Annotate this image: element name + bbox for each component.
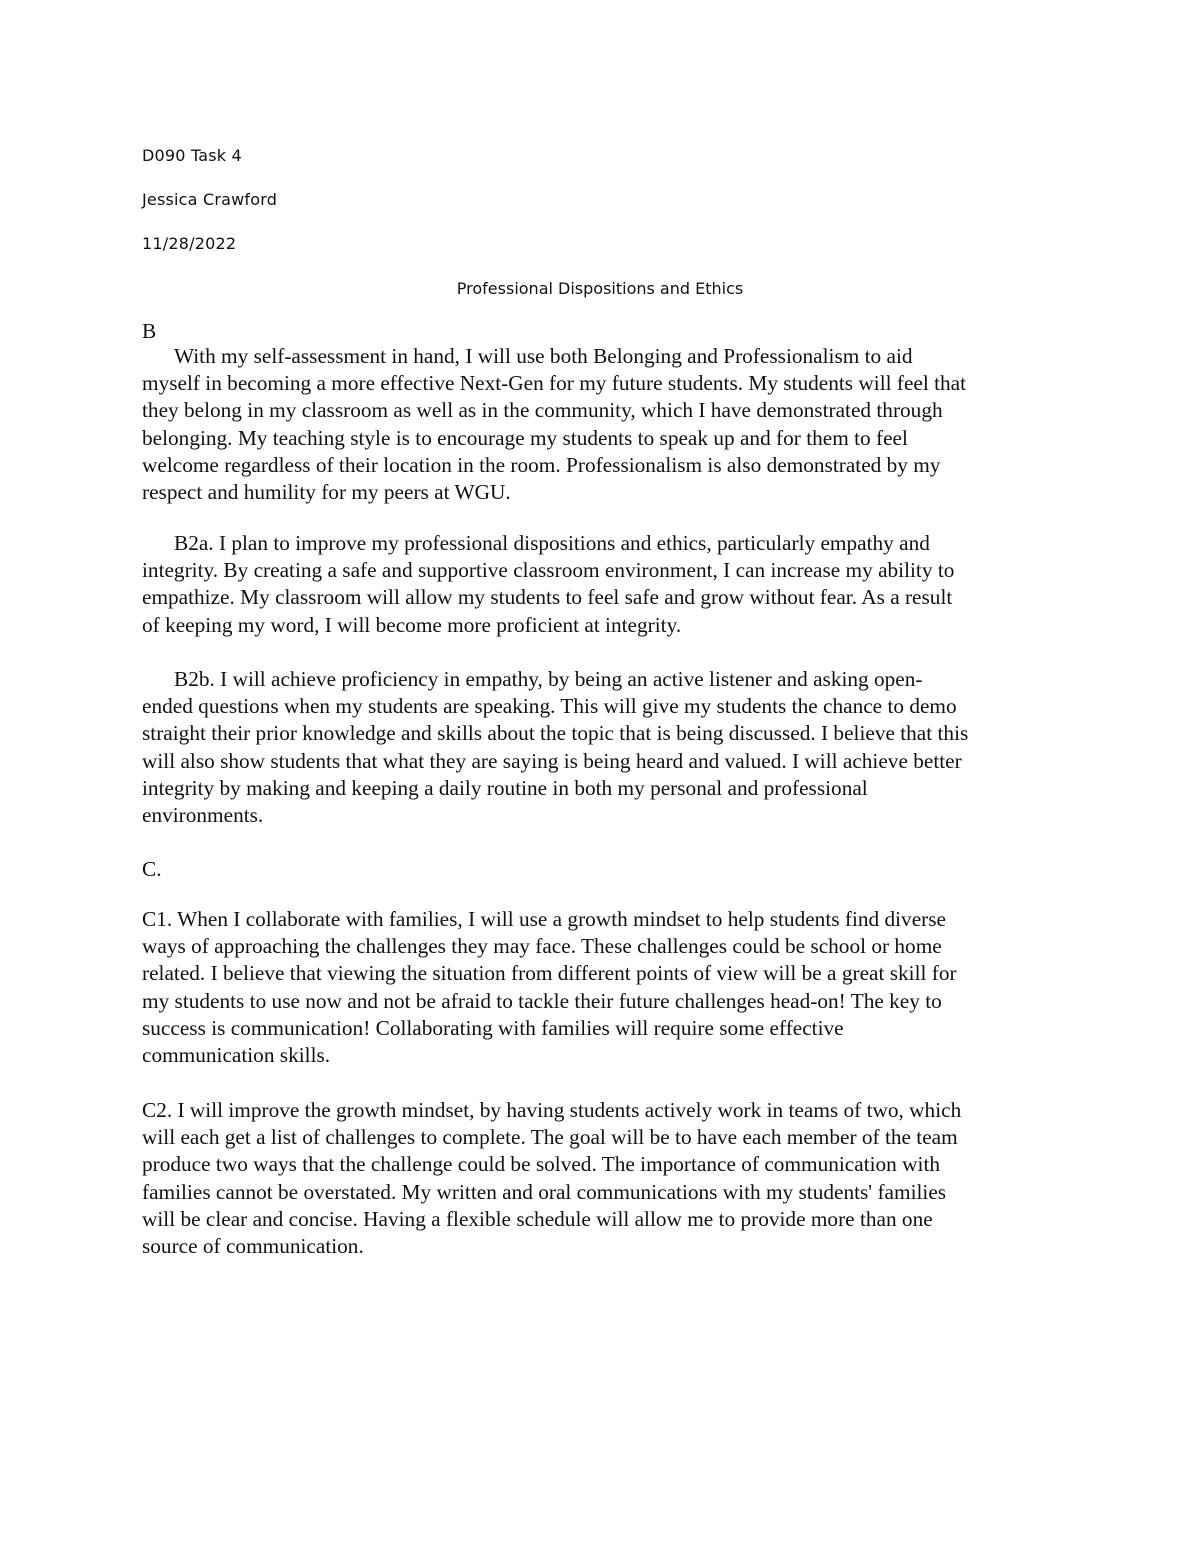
paragraph-line: ways of approaching the challenges they may face. These challenges could be school or home xyxy=(142,934,942,959)
paragraph-line: families cannot be overstated. My written and oral communications with my students' families xyxy=(142,1179,947,1204)
section-c-heading: C. xyxy=(142,857,162,881)
paragraph-line: myself in becoming a more effective Next-Gen for my future students. My students will feel that xyxy=(142,371,967,396)
paragraph-line: will be clear and concise. Having a flexible schedule will allow me to provide more than one xyxy=(142,1206,933,1231)
paragraph-line: will also show students that what they are saying is being heard and valued. I will achieve better xyxy=(142,748,962,773)
paragraph-line: of keeping my word, I will become more proficient at integrity. xyxy=(142,612,682,637)
document-date: 11/28/2022 xyxy=(142,234,237,253)
paragraph-line: respect and humility for my peers at WGU. xyxy=(142,480,511,505)
paragraph-line: With my self-assessment in hand, I will use both Belonging and Professionalism to aid xyxy=(174,344,913,368)
paragraph-line: C2. I will improve the growth mindset, by having students actively work in teams of two, which xyxy=(142,1098,962,1122)
paragraph-line: B2b. I will achieve proficiency in empathy, by being an active listener and asking open- xyxy=(174,667,923,691)
paragraph-line: source of communication. xyxy=(142,1234,364,1259)
paragraph-b2a xyxy=(142,530,1060,639)
paragraph-b xyxy=(142,343,1060,506)
document-title: Professional Dispositions and Ethics xyxy=(456,279,744,298)
paragraph-line: integrity. By creating a safe and supportive classroom environment, I can increase my ability to xyxy=(142,558,955,583)
paragraph-line: C1. When I collaborate with families, I will use a growth mindset to help students find diverse xyxy=(142,907,946,931)
paragraph-line: will each get a list of challenges to complete. The goal will be to have each member of the team xyxy=(142,1125,958,1150)
paragraph-line: produce two ways that the challenge could be solved. The importance of communication with xyxy=(142,1152,941,1177)
paragraph-line: empathize. My classroom will allow my students to feel safe and grow without fear. As a result xyxy=(142,585,953,610)
paragraph-line: they belong in my classroom as well as in the community, which I have demonstrated through xyxy=(142,398,943,423)
paragraph-line: straight their prior knowledge and skills about the topic that is being discussed. I believe that this xyxy=(142,721,969,746)
paragraph-line: related. I believe that viewing the situation from different points of view will be a great skill for xyxy=(142,961,957,986)
paragraph-line: my students to use now and not be afraid to tackle their future challenges head-on! The key to xyxy=(142,988,942,1013)
paragraph-line: welcome regardless of their location in the room. Professionalism is also demonstrated by my xyxy=(142,452,941,477)
paragraph-line: environments. xyxy=(142,803,264,828)
section-b-heading: B xyxy=(142,319,157,343)
paragraph-b2b xyxy=(142,666,1060,829)
paragraph-line: communication skills. xyxy=(142,1043,331,1068)
paragraph-line: ended questions when my students are speaking. This will give my students the chance to demo xyxy=(142,694,957,719)
paragraph-line: B2a. I plan to improve my professional dispositions and ethics, particularly empathy and xyxy=(174,531,930,555)
paragraph-line: success is communication! Collaborating with families will require some effective xyxy=(142,1015,844,1040)
paragraph-line: integrity by making and keeping a daily routine in both my personal and professional xyxy=(142,775,868,800)
course-code: D090 Task 4 xyxy=(142,146,242,165)
paragraph-c1 xyxy=(142,906,1060,1069)
paragraph-line: belonging. My teaching style is to encourage my students to speak up and for them to feel xyxy=(142,425,908,450)
author-name: Jessica Crawford xyxy=(142,190,278,209)
paragraph-c2 xyxy=(142,1097,1060,1260)
